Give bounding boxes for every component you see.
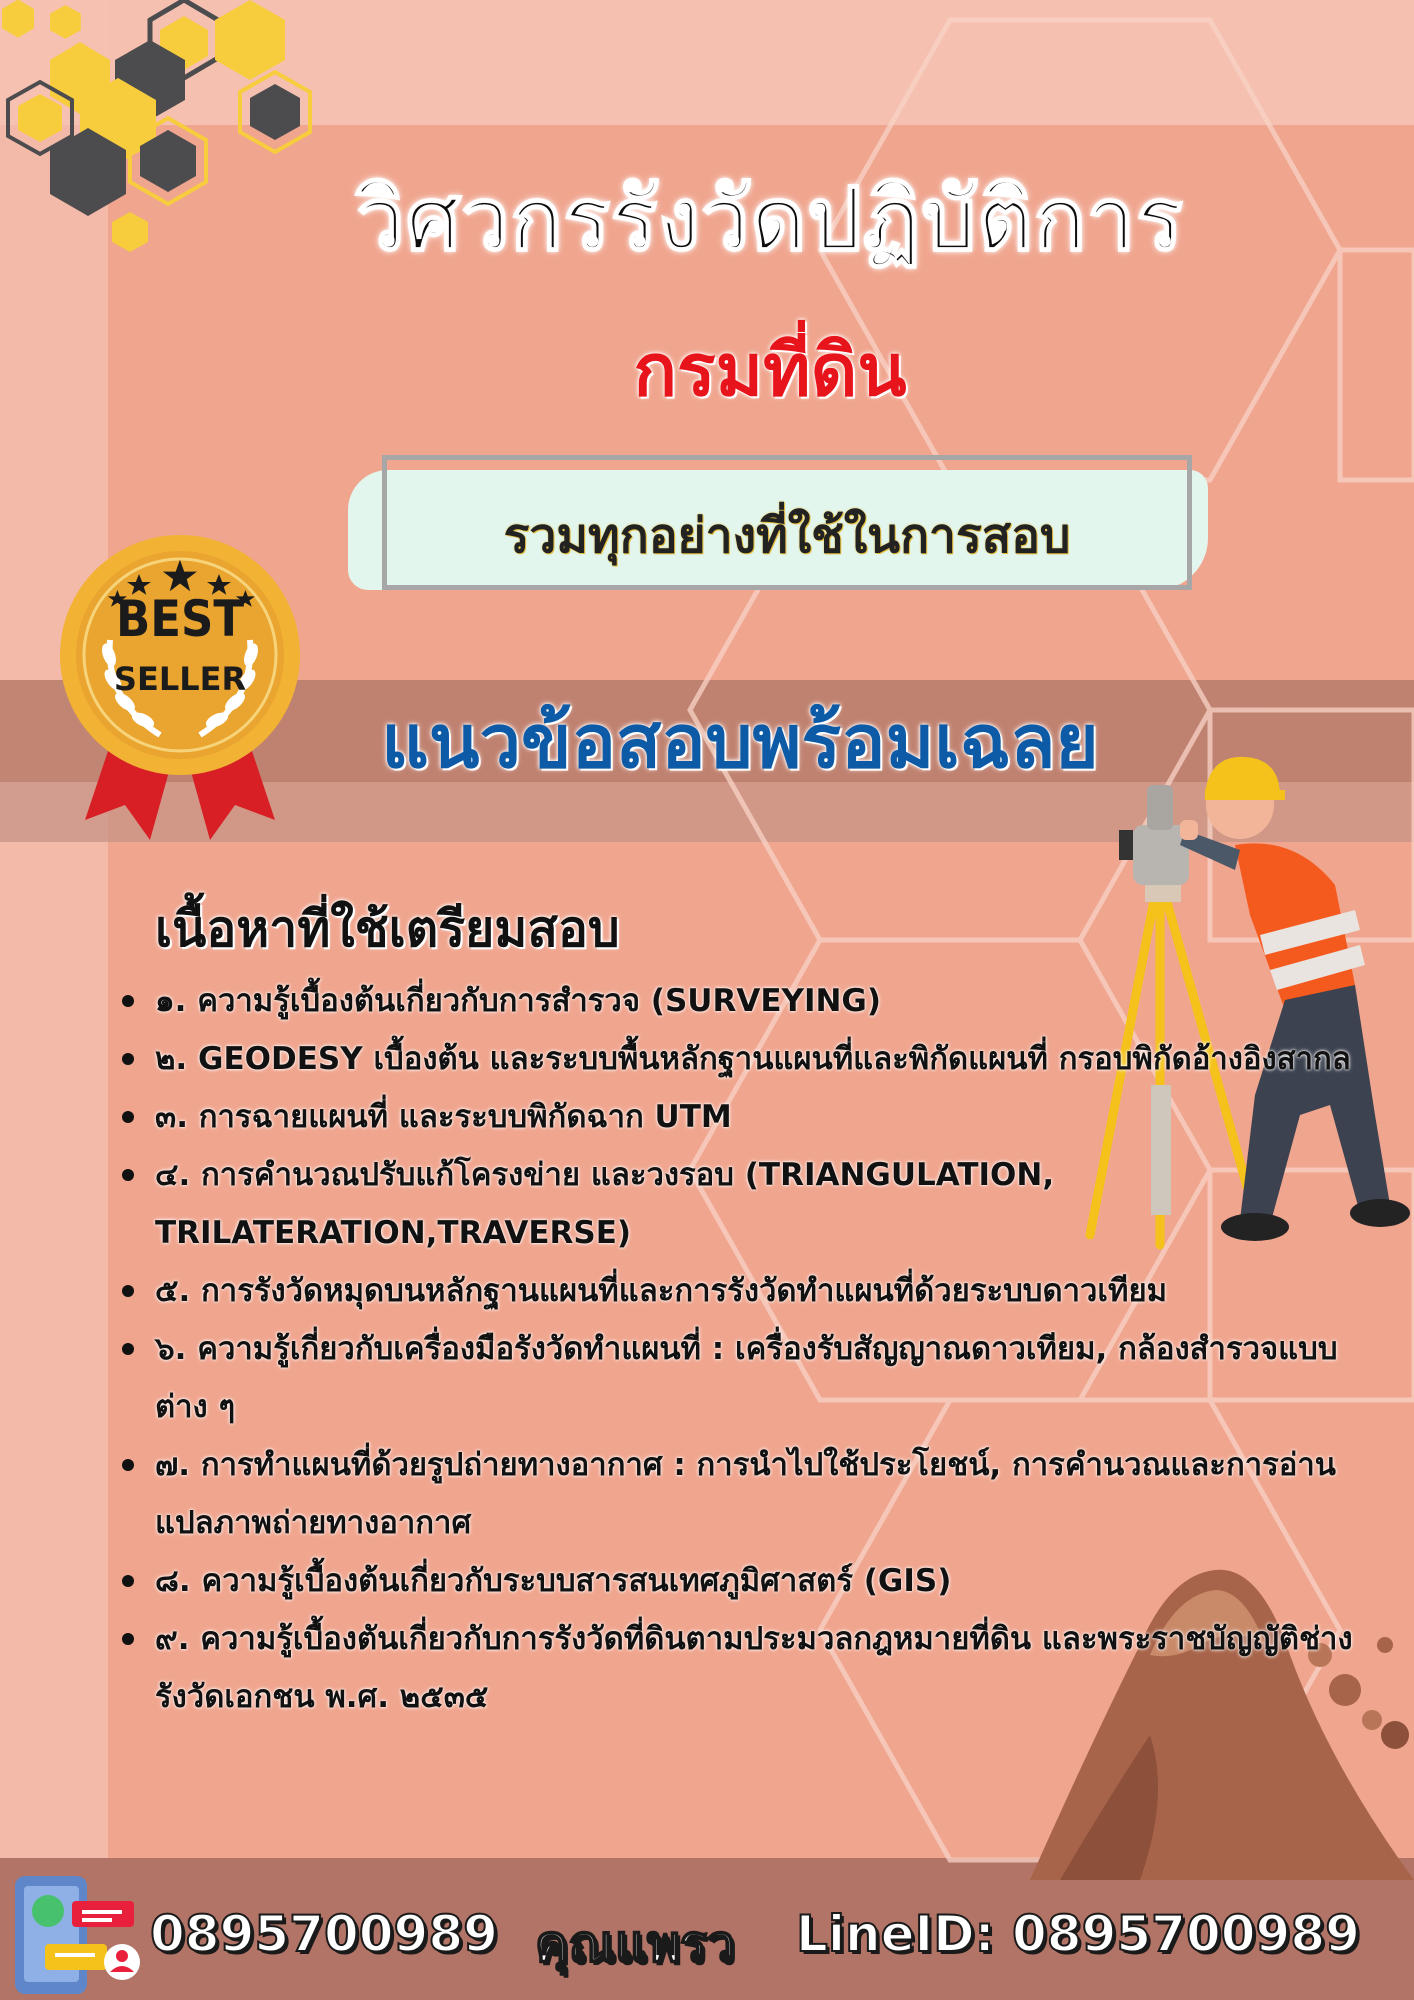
- list-item: ๘. ความรู้เบื้องต้นเกี่ยวกับระบบสารสนเทศภูมิศาสตร์ (GIS): [118, 1552, 1388, 1610]
- best-seller-medal-icon: [55, 530, 305, 850]
- badge-best-text: BEST: [115, 590, 245, 648]
- list-item: ๖. ความรู้เกี่ยวกับเครื่องมือรังวัดทำแผนที่ : เครื่องรับสัญญาณดาวเทียม, กล้องสำรวจแบบต่าง ๆ: [118, 1320, 1388, 1436]
- list-item: ๒. GEODESY เบื้องต้น และระบบพื้นหลักฐานแผนที่และพิกัดแผนที่ กรอบพิกัดอ้างอิงสากล: [118, 1030, 1388, 1088]
- contact-line-id: LineID: 0895700989: [796, 1905, 1360, 1963]
- list-item: ๗. การทำแผนที่ด้วยรูปถ่ายทางอากาศ : การนำไปใช้ประโยชน์, การคำนวณและการอ่านแปลภาพถ่ายทางอากาศ: [118, 1436, 1388, 1552]
- contact-phone-number: 0895700989: [150, 1905, 498, 1963]
- list-item: ๑. ความรู้เบื้องต้นเกี่ยวกับการสำรวจ (SURVEYING): [118, 972, 1388, 1030]
- contact-name: คุณแพรว: [535, 1915, 735, 1973]
- topic-list: [118, 972, 1388, 1726]
- contact-phone-icon: [10, 1866, 145, 1996]
- page-title: วิศวกรรังวัดปฏิบัติการ: [356, 170, 1184, 270]
- section-title: เนื้อหาที่ใช้เตรียมสอบ: [155, 900, 620, 958]
- headline-text: แนวข้อสอบพร้อมเฉลย: [381, 699, 1099, 785]
- list-item: ๓. การฉายแผนที่ และระบบพิกัดฉาก UTM: [118, 1088, 1388, 1146]
- badge-seller-text: SELLER: [113, 660, 247, 698]
- tagline-text: รวมทุกอย่างที่ใช้ในการสอบ: [503, 508, 1071, 564]
- department-subtitle: กรมที่ดิน: [633, 328, 907, 412]
- list-item: ๔. การคำนวณปรับแก้โครงข่าย และวงรอบ (TRIANGULATION, TRILATERATION,TRAVERSE): [118, 1146, 1388, 1262]
- list-item: ๙. ความรู้เบื้องตันเกี่ยวกับการรังวัดที่ดินตามประมวลกฎหมายที่ดิน และพระราชบัญญัติช่างรังวัดเอกชน พ.ศ. ๒๕๓๕: [118, 1610, 1388, 1726]
- list-item: ๕. การรังวัดหมุดบนหลักฐานแผนที่และการรังวัดทำแผนที่ด้วยระบบดาวเทียม: [118, 1262, 1388, 1320]
